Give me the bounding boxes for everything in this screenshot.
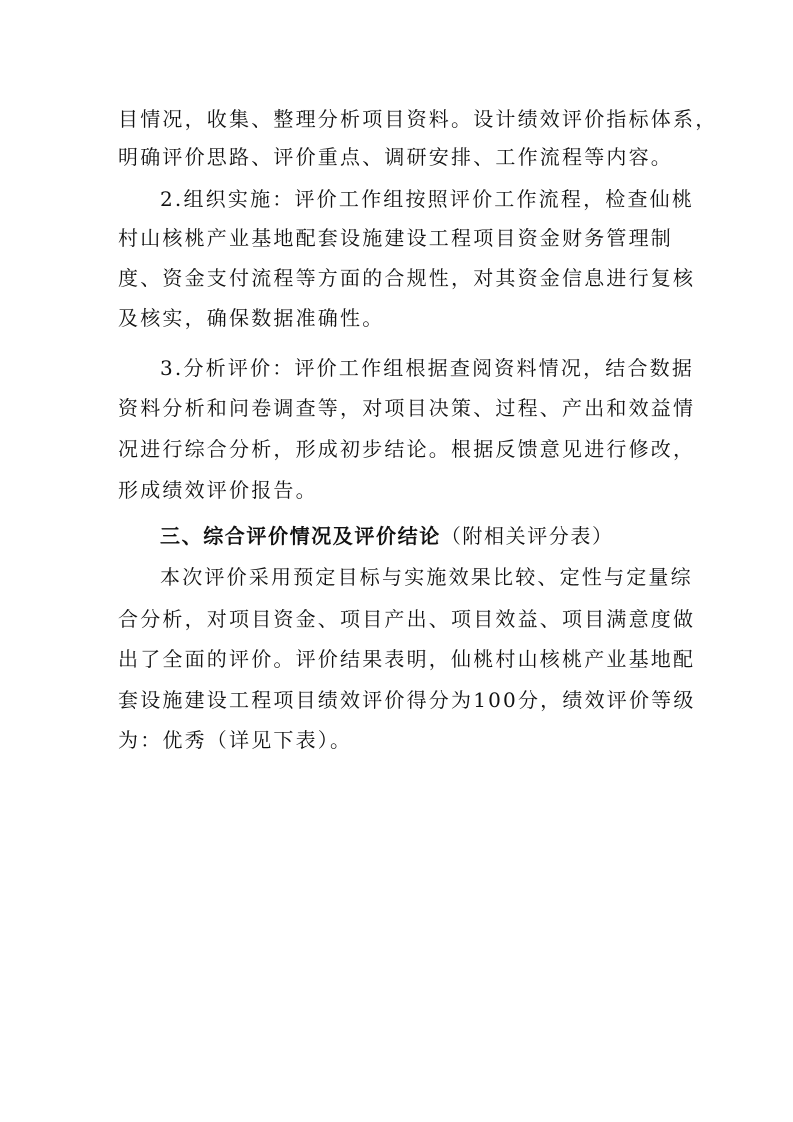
paragraph-line: 明确评价思路、评价重点、调研安排、工作流程等内容。: [118, 145, 673, 169]
section-heading: [160, 522, 720, 550]
paragraph-line: 况进行综合分析，形成初步结论。根据反馈意见进行修改，: [118, 437, 696, 461]
paragraph-line: 合分析，对项目资金、项目产出、项目效益、项目满意度做: [118, 607, 696, 631]
paragraph-line: 度、资金支付流程等方面的合规性，对其资金信息进行复核: [118, 266, 696, 290]
paragraph-line: 3.分析评价：评价工作组根据查阅资料情况，结合数据: [160, 356, 695, 380]
paragraph-line: 村山核桃产业基地配套设施建设工程项目资金财务管理制: [118, 226, 673, 250]
paragraph-line: 2.组织实施：评价工作组按照评价工作流程，检查仙桃: [160, 187, 695, 211]
paragraph-line: 目情况，收集、整理分析项目资料。设计绩效评价指标体系，: [118, 107, 718, 131]
paragraph-line: 出了全面的评价。评价结果表明，仙桃村山核桃产业基地配: [118, 647, 696, 671]
paragraph-line: 及核实，确保数据准确性。: [118, 306, 385, 330]
paragraph-line: 为：优秀（详见下表）。: [118, 728, 353, 752]
paragraph-line: 套设施建设工程项目绩效评价得分为100分，绩效评价等级: [118, 688, 696, 712]
section-title: 三、综合评价情况及评价结论: [160, 524, 441, 548]
paragraph-line: 本次评价采用预定目标与实施效果比较、定性与定量综: [160, 565, 693, 589]
section-note: （附相关评分表）: [440, 524, 614, 548]
paragraph-line: 形成绩效评价报告。: [118, 478, 318, 502]
paragraph-line: 资料分析和问卷调查等，对项目决策、过程、产出和效益情: [118, 396, 696, 420]
